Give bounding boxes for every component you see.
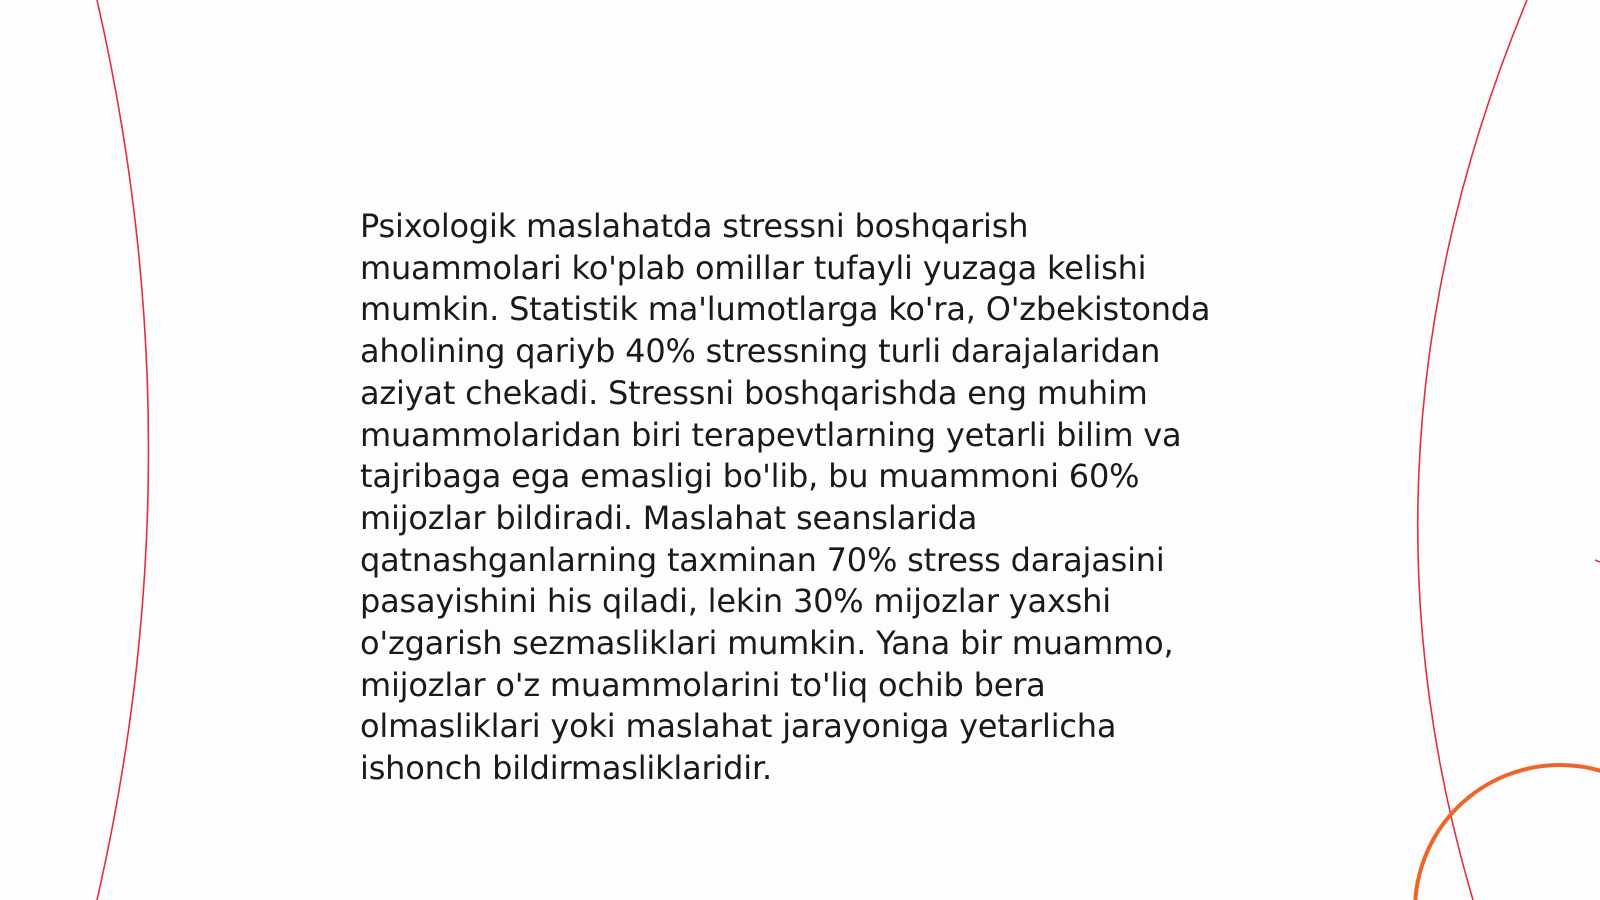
paragraph-line: aholining qariyb 40% stressning turli darajalaridan (360, 332, 1161, 371)
paragraph-line: mumkin. Statistik ma'lumotlarga ko'ra, O'zbekistonda (360, 290, 1211, 329)
right-edge-mark (1595, 560, 1600, 562)
paragraph-line: o'zgarish sezmasliklari mumkin. Yana bir muammo, (360, 624, 1174, 663)
left-arc-line (97, 0, 149, 900)
paragraph-line: muammolaridan biri terapevtlarning yetarli bilim va (360, 415, 1182, 454)
paragraph-line: qatnashganlarning taxminan 70% stress darajasini (360, 540, 1165, 579)
paragraph-line: mijozlar o'z muammolarini to'liq ochib bera (360, 665, 1046, 704)
paragraph-line: ishonch bildirmasliklaridir. (360, 749, 772, 788)
paragraph-line: Psixologik maslahatda stressni boshqarish (360, 207, 1029, 245)
body-paragraph (360, 206, 1240, 790)
right-arc-line (1418, 0, 1527, 900)
paragraph-line: olmasliklari yoki maslahat jarayoniga yetarlicha (360, 707, 1117, 746)
paragraph-line: pasayishini his qiladi, lekin 30% mijozlar yaxshi (360, 582, 1111, 621)
paragraph-line: tajribaga ega emasligi bo'lib, bu muammoni 60% (360, 457, 1140, 496)
paragraph-line: aziyat chekadi. Stressni boshqarishda eng muhim (360, 373, 1148, 412)
paragraph-line: mijozlar bildiradi. Maslahat seanslarida (360, 498, 978, 537)
orange-circle-outline (1415, 765, 1600, 900)
paragraph-line: muammolari ko'plab omillar tufayli yuzaga kelishi (360, 248, 1147, 287)
